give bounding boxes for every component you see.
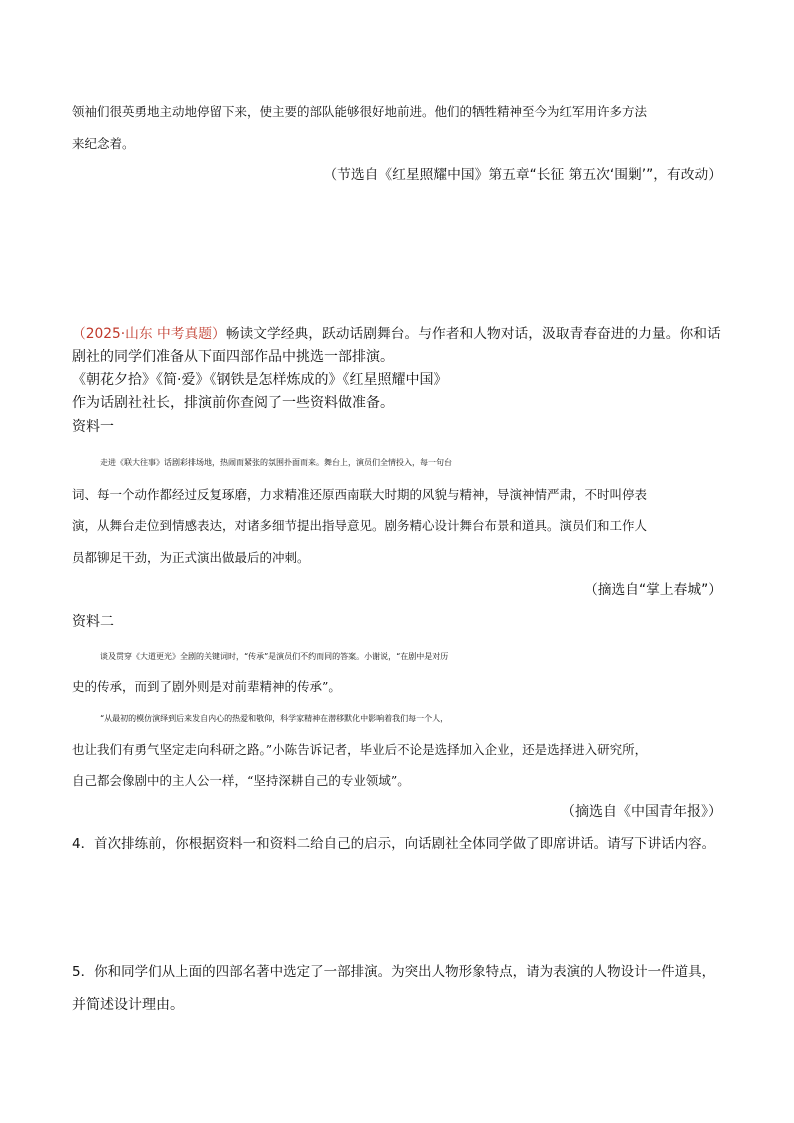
material1-heading: 资料一 [72,419,114,435]
question-intro-line-1 [72,323,722,345]
material1-source: （摘选自“掌上春城”） [584,582,722,598]
material1-line-3: 演，从舞台走位到情感表达，对诸多细节提出指导意见。剧务精心设计舞台布景和道具。演员们和工作人 [72,518,648,533]
question-intro-text: 畅读文学经典，跃动话剧舞台。与作者和人物对话，汲取青春奋进的力量。你和话 [225,326,721,342]
material2-p2-line-2: 也让我们有勇气坚定走向科研之路。”小陈告诉记者，毕业后不论是选择加入企业，还是选择进入研究所， [72,742,648,757]
material1-line-4: 员都铆足干劲，为正式演出做最后的冲刺。 [72,550,310,565]
question-intro-line-2: 剧社的同学们准备从下面四部作品中挑选一部排演。 [72,349,394,365]
excerpt-line-1: 领袖们很英勇地主动地停留下来，使主要的部队能够很好地前进。他们的牺牲精神至今为红军用许多方法 [72,104,648,119]
excerpt-source: （节选自《红星照耀中国》第五章“长征 第五次‘围剿’”，有改动） [323,167,722,183]
material2-p2-line-1: “从最初的模仿演绎到后来发自内心的热爱和敬仰，科学家精神在潜移默化中影响着我们每一个人， [100,714,449,723]
excerpt-line-2: 来纪念着。 [72,136,135,151]
material1-line-2: 词、每一个动作都经过反复琢磨，力求精准还原西南联大时期的风貌与精神，导演神情严肃，不时叫停表 [72,487,648,502]
material2-p1-line-2: 史的传承，而到了剧外则是对前辈精神的传承”。 [72,679,341,694]
material1-line-1: 走进《联大往事》话剧彩排场地，热闹而紧张的氛围扑面而来。舞台上，演员们全情投入，每一句台 [100,458,452,467]
question-4: 4．首次排练前，你根据资料一和资料二给自己的启示，向话剧社全体同学做了即席讲话。请写下讲话内容。 [72,836,716,852]
question-source-tag: （2025·山东 中考真题） [72,326,226,342]
material2-source: （摘选自《中国青年报》） [561,804,722,820]
material2-heading: 资料二 [72,614,114,630]
book-list: 《朝花夕拾》《简·爱》《钢铁是怎样炼成的》《红星照耀中国》 [72,372,448,388]
question-5-line-2: 并简述设计理由。 [72,997,184,1013]
material2-p2-line-3: 自己都会像剧中的主人公一样，“坚持深耕自己的专业领域”。 [72,773,410,788]
context-line: 作为话剧社社长，排演前你查阅了一些资料做准备。 [72,395,394,411]
question-5-line-1: 5．你和同学们从上面的四部名著中选定了一部排演。为突出人物形象特点，请为表演的人物设计一件道具， [72,964,716,980]
material2-p1-line-1: 谈及贯穿《大道更光》全剧的关键词时，“传承”是演员们不约而同的答案。小谢说，“在剧中是对历 [100,652,449,661]
